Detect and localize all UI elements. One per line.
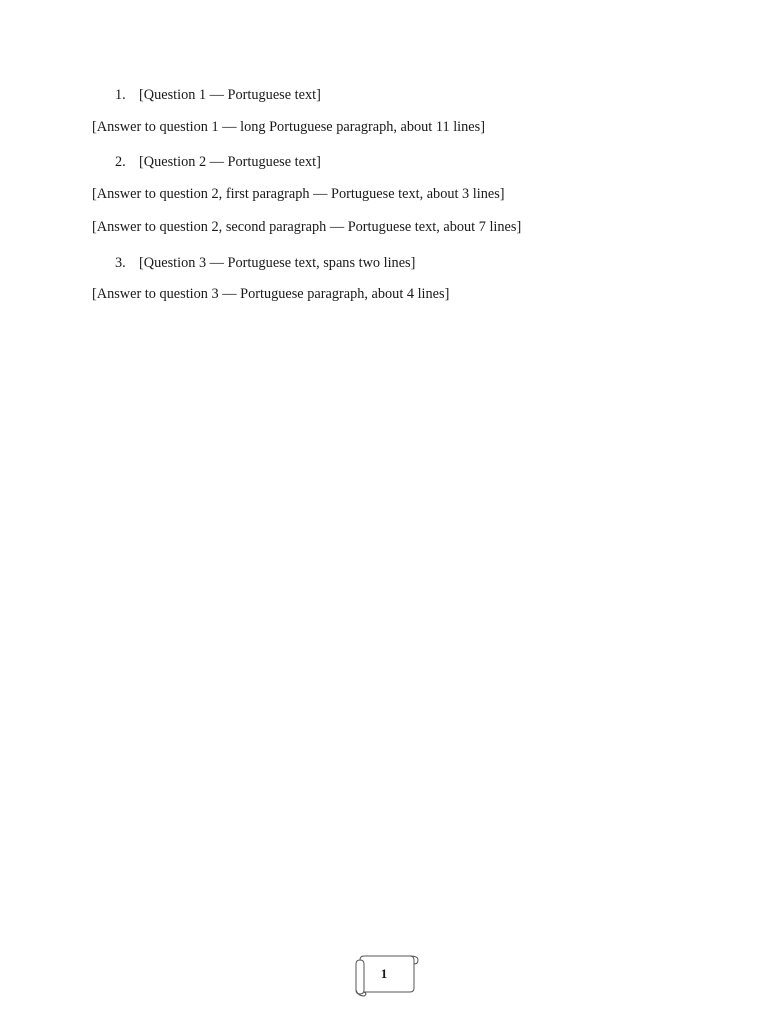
answer-1: [Answer to question 1 — long Portuguese paragraph, about 11 lines] (92, 118, 485, 135)
question-1 (92, 83, 674, 109)
question-number: 3. (115, 254, 126, 271)
answer-2-paragraph-2: [Answer to question 2, second paragraph — Portuguese text, about 7 lines] (92, 219, 522, 235)
page-number: 1 (380, 966, 388, 981)
question-text: [Question 3 — Portuguese text, spans two lines] (139, 254, 416, 271)
page-number-scroll (348, 950, 420, 998)
question-number: 2. (115, 154, 126, 170)
question-number: 1. (115, 87, 126, 103)
answer-2-paragraph-1: [Answer to question 2, first paragraph — Portuguese text, about 3 lines] (92, 185, 505, 202)
document-page (92, 83, 674, 316)
question-text: [Question 2 — Portuguese text] (139, 154, 321, 170)
answer-3: [Answer to question 3 — Portuguese paragraph, about 4 lines] (92, 286, 450, 302)
question-2 (92, 150, 674, 176)
question-text: [Question 1 — Portuguese text] (139, 87, 321, 103)
question-3 (92, 251, 674, 277)
